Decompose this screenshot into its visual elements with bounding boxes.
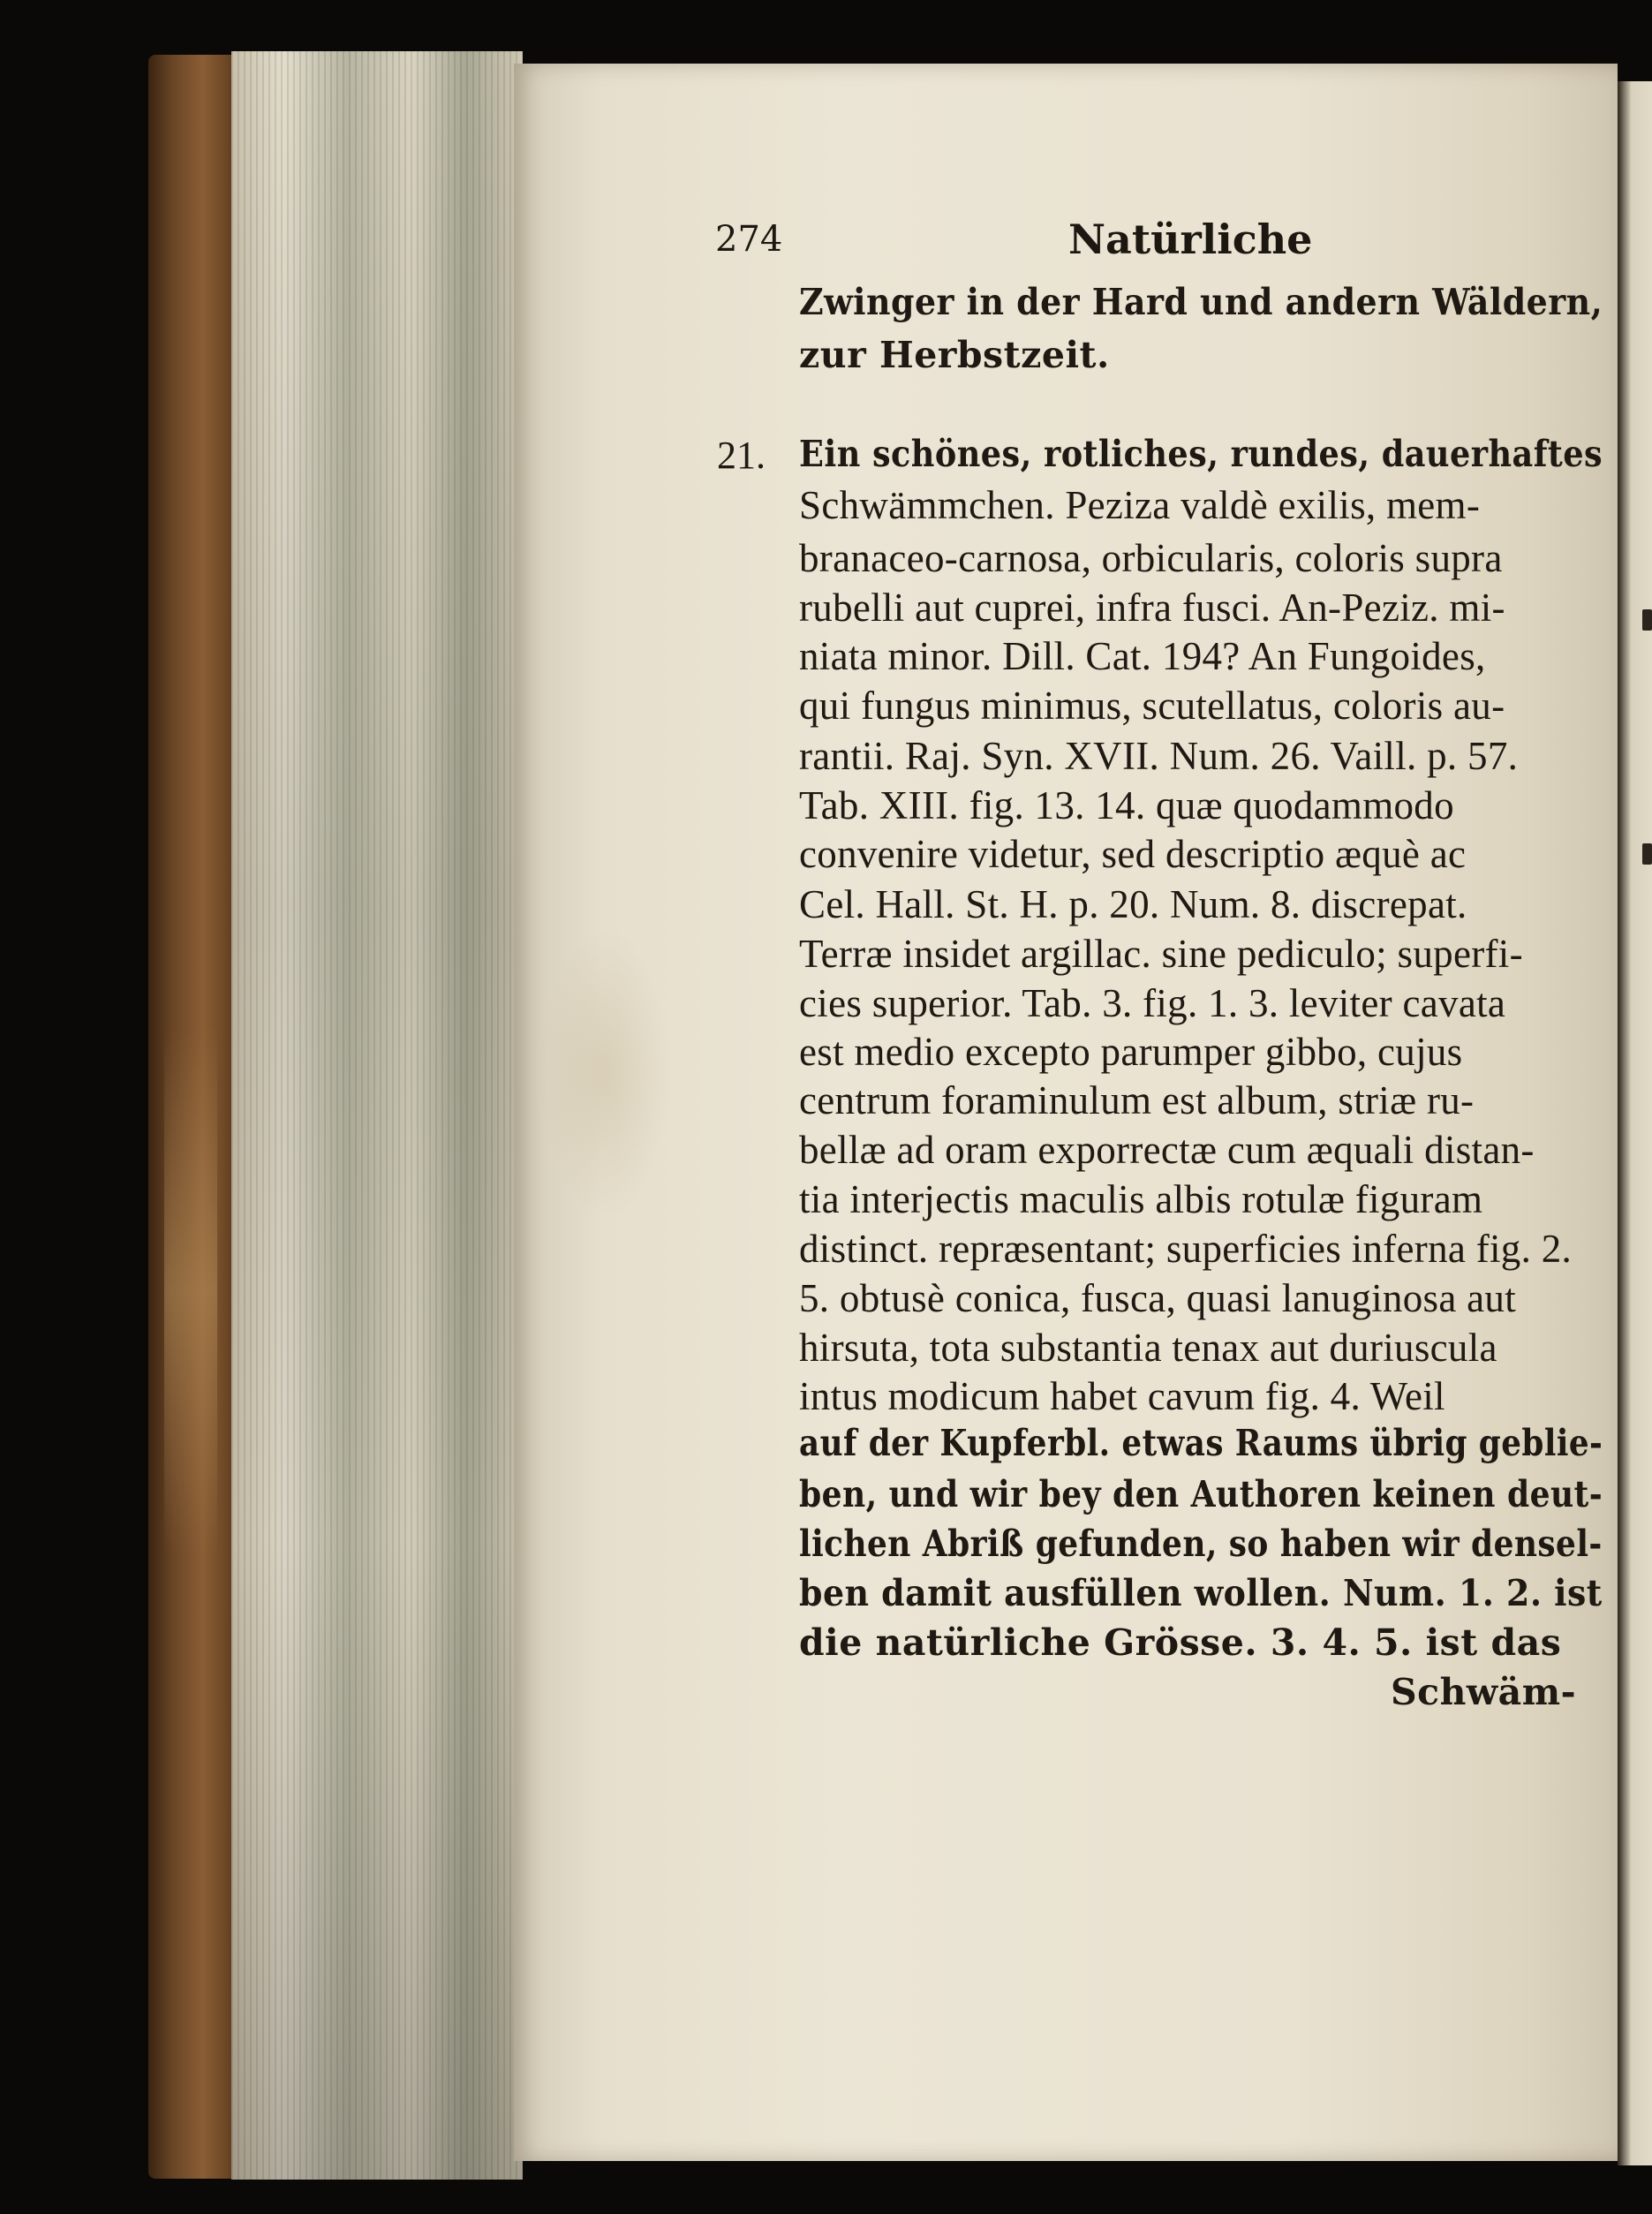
catchword: Schwäm- <box>1391 1671 1577 1713</box>
text-line: distinct. repræsentant; superficies inferna fig. 2. <box>799 1227 1573 1271</box>
text-line: intus modicum habet cavum fig. 4. Weil <box>799 1374 1445 1418</box>
text-line: die natürliche Grösse. 3. 4. 5. ist das <box>799 1621 1562 1664</box>
text-line: bellæ ad oram exporrectæ cum æquali distan- <box>799 1128 1535 1172</box>
text-line: Zwinger in der Hard und andern Wäldern, <box>799 281 1603 323</box>
text-line: Ein schönes, rotliches, rundes, dauerhaftes <box>799 433 1603 475</box>
text-line: niata minor. Dill. Cat. 194? An Fungoides, <box>799 634 1486 678</box>
text-line: branaceo-carnosa, orbicularis, coloris supra <box>799 536 1503 580</box>
facing-page-edge <box>1618 81 1652 2165</box>
running-title: Natürliche <box>1068 215 1313 263</box>
facing-page-mark <box>1642 843 1652 865</box>
page-number: 274 <box>715 219 783 260</box>
text-line: Cel. Hall. St. H. p. 20. Num. 8. discrepat. <box>799 882 1467 926</box>
text-line: qui fungus minimus, scutellatus, coloris au- <box>799 684 1505 728</box>
text-line: ben, und wir bey den Authoren keinen deut- <box>799 1473 1603 1515</box>
text-line: lichen Abriß gefunden, so haben wir densel- <box>799 1523 1603 1565</box>
text-line: centrum foraminulum est album, striæ ru- <box>799 1078 1475 1122</box>
text-line: convenire videtur, sed descriptio æquè ac <box>799 832 1467 876</box>
text-line: auf der Kupferbl. etwas Raums übrig geblie- <box>799 1422 1603 1464</box>
text-line: est medio excepto parumper gibbo, cujus <box>799 1030 1463 1074</box>
text-line: Tab. XIII. fig. 13. 14. quæ quodammodo <box>799 783 1454 827</box>
entry-number: 21. <box>717 434 766 477</box>
text-line: rubelli aut cuprei, infra fusci. An-Peziz. mi- <box>799 586 1505 630</box>
page-edges <box>231 51 523 2180</box>
page-stain <box>539 927 671 1219</box>
text-line: ben damit ausfüllen wollen. Num. 1. 2. ist <box>799 1572 1603 1614</box>
text-line: tia interjectis maculis albis rotulæ figuram <box>799 1177 1483 1221</box>
facing-page-mark <box>1642 609 1652 631</box>
text-line: rantii. Raj. Syn. XVII. Num. 26. Vaill. p. 57. <box>799 734 1519 778</box>
text-line: zur Herbstzeit. <box>799 334 1110 376</box>
text-line: Terræ insidet argillac. sine pediculo; superfi- <box>799 932 1523 976</box>
text-line: cies superior. Tab. 3. fig. 1. 3. leviter cavata <box>799 981 1506 1025</box>
text-line: 5. obtusè conica, fusca, quasi lanuginosa aut <box>799 1276 1517 1320</box>
text-line: Schwämmchen. Peziza valdè exilis, mem- <box>799 483 1481 527</box>
text-line: hirsuta, tota substantia tenax aut duriuscula <box>799 1326 1497 1370</box>
